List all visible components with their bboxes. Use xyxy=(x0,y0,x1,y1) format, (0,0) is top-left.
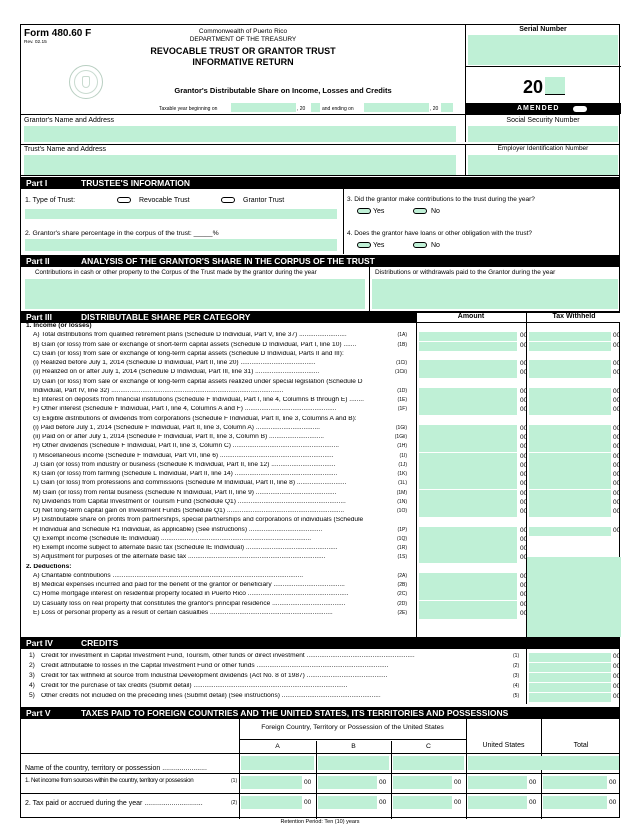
taxable-year-label: Taxable year beginning on xyxy=(159,106,218,112)
year-begin-month-field[interactable] xyxy=(231,103,296,112)
part4-line-code: (5) xyxy=(513,693,520,699)
part3-tax-withheld-cents: 00 xyxy=(613,508,621,515)
part4-line-number: 3) xyxy=(29,672,35,679)
q3-contributions: 3. Did the grantor make contributions to the trust during the year? xyxy=(347,196,535,203)
part3-line-text: B) Gain (or loss) from sale or exchange of short-term capital assets (Schedule D Individual, Part I, line 10) ....... xyxy=(33,341,357,348)
part3-line-text: (ii) Realized on or after July 1, 2014 (Schedule D Individual, Part III, line 31) ................................... xyxy=(33,369,320,376)
part3-line-code: (1H) xyxy=(397,443,407,450)
rule xyxy=(21,773,619,774)
serial-number-field[interactable] xyxy=(468,35,618,65)
part5-amount-field[interactable] xyxy=(393,776,452,789)
rule xyxy=(239,719,240,819)
part3-amount-field[interactable] xyxy=(419,591,517,600)
q3-yes-radio[interactable] xyxy=(357,208,371,214)
share-percentage-field[interactable] xyxy=(25,239,337,251)
net-income-label: 1. Net income from sources within the country, territory or possession xyxy=(25,777,194,784)
amended-label: AMENDED xyxy=(517,105,560,112)
rule xyxy=(21,175,619,176)
part3-line-code: (1Cii) xyxy=(395,369,407,376)
part3-amount-field[interactable] xyxy=(419,601,517,610)
amended-checkbox[interactable] xyxy=(573,106,587,112)
part3-line-text: F) Other interest (Schedule F Individual, Part I, line 4, Columns A and F) .................................................. xyxy=(33,406,337,413)
contributions-field[interactable] xyxy=(25,279,365,309)
rule xyxy=(21,114,619,115)
q3-no-radio[interactable] xyxy=(413,208,427,214)
q4-no-label: No xyxy=(431,242,440,249)
part4-title: CREDITS xyxy=(81,638,119,648)
q3-yes-label: Yes xyxy=(373,208,385,215)
rule xyxy=(416,311,417,637)
part5-title: TAXES PAID TO FOREIGN COUNTRIES AND THE UNITED STATES, ITS TERRITORIES AND POSSESSIONS xyxy=(81,708,509,718)
part3-line-text: K) Gain (or loss) from farming (Schedule L Individual, Part II, line 14) ........................................................ xyxy=(33,471,338,477)
part3-amount-cents: 00 xyxy=(520,526,528,534)
part3-tax-withheld-cents: 00 xyxy=(613,434,621,441)
part3-tax-withheld-cents: 00 xyxy=(613,498,621,506)
ein-field[interactable] xyxy=(468,155,618,175)
part3-line-text: N) Dividends from Capital Investment or Tourism Fund (Schedule Q1) ........................................................... xyxy=(33,498,346,505)
part2-label: Part II xyxy=(26,256,50,266)
part3-tax-withheld-cents: 00 xyxy=(613,332,621,340)
revision: Rev. 02.15 xyxy=(24,40,47,45)
part3-amount-field[interactable] xyxy=(419,480,517,489)
part3-line-code: (1A) xyxy=(397,332,407,339)
part5-amount-cents: 00 xyxy=(379,799,387,806)
part5-amount-field[interactable] xyxy=(393,796,452,809)
part3-tax-withheld-field[interactable] xyxy=(529,332,611,341)
rule xyxy=(343,189,344,254)
part5-amount-cents: 00 xyxy=(454,799,462,806)
part5-header xyxy=(21,707,619,719)
q4-loans: 4. Does the grantor have loans or other obligation with the trust? xyxy=(347,230,532,237)
part3-line-code: (1R) xyxy=(397,545,407,551)
part3-tax-withheld-cents: 00 xyxy=(613,360,621,367)
part3-label: Part III xyxy=(26,312,52,322)
part3-line-text: S) Adjustment for purposes of the alternate basic tax ........................................................................... xyxy=(33,554,326,561)
part3-line-text: (i) Realized before July 1, 2014 (Schedule D Individual, Part II, line 20) ......................................... xyxy=(33,360,316,366)
part3-line-text: Q) Exempt income (Schedule IE Individual) .................................................................................. xyxy=(33,535,312,542)
q4-yes-label: Yes xyxy=(373,242,385,249)
ein-label: Employer Identification Number xyxy=(497,145,589,152)
part1-label: Part I xyxy=(26,178,48,188)
part5-amount-cents: 00 xyxy=(304,799,312,806)
row2-code: (2) xyxy=(231,800,238,806)
year-suffix-field[interactable] xyxy=(545,77,565,95)
part3-line-text: Individual, Part IV, line 32) .............................................................................................. xyxy=(33,387,284,394)
part3-amount-cents: 00 xyxy=(520,508,528,515)
part3-line-text: I) Miscellaneous income (Schedule F Individual, Part VII, line 6) .............................................................. xyxy=(33,452,334,459)
part3-tax-withheld-field[interactable] xyxy=(529,360,611,369)
part4-line-code: (1) xyxy=(513,653,520,659)
tax-withheld-shaded xyxy=(527,557,621,637)
and-ending-label: and ending on xyxy=(322,106,354,112)
part3-amount-field[interactable] xyxy=(419,527,517,536)
part3-amount-field[interactable] xyxy=(419,406,517,415)
part3-line-text: L) Gain (or loss) from professions and commissions (Schedule M Individual, Part II, line 8) ........................... xyxy=(33,480,347,487)
part3-amount-cents: 00 xyxy=(520,397,528,404)
part3-line-code: (1Ci) xyxy=(396,360,407,366)
part3-amount-field[interactable] xyxy=(419,369,517,378)
part3-amount-cents: 00 xyxy=(520,591,528,599)
part3-amount-field[interactable] xyxy=(419,554,517,563)
part5-amount-cents: 00 xyxy=(609,779,617,786)
tax-withheld-header: Tax Withheld xyxy=(527,313,621,322)
header-divider xyxy=(465,25,466,115)
part3-tax-withheld-field[interactable] xyxy=(529,462,611,471)
country-name-label: Name of the country, territory or possession ....................... xyxy=(25,765,207,772)
part3-line-code: (1Q) xyxy=(397,535,407,542)
total-header: Total xyxy=(573,742,589,749)
part3-line-text: C) Gain (or loss) from sale or exchange of long-term capital assets (Schedule D Individual, Parts II and III): xyxy=(33,350,344,357)
part3-amount-cents: 00 xyxy=(520,572,528,580)
amended-bar xyxy=(465,103,621,114)
part3-amount-field[interactable] xyxy=(419,508,517,517)
part3-amount-cents: 00 xyxy=(520,369,528,377)
comma-20-1: , 20 xyxy=(297,106,306,112)
part3-line-text: A) Total distributions from qualified retirement plans (Schedule D Individual, Part V, line 37) .......................... xyxy=(33,332,347,339)
part3-amount-field[interactable] xyxy=(419,397,517,406)
part3-amount-cents: 00 xyxy=(520,452,528,460)
part5-amount-cents: 00 xyxy=(609,799,617,806)
part1-title: TRUSTEE'S INFORMATION xyxy=(81,178,191,188)
part3-line-code: (1E) xyxy=(397,397,407,403)
part3-line-code: (1B) xyxy=(397,341,407,348)
part4-amount-field[interactable] xyxy=(529,693,611,702)
country-c-field[interactable] xyxy=(393,756,464,770)
part3-amount-cents: 00 xyxy=(520,424,528,432)
foreign-header: Foreign Country, Territory or Possession of the United States xyxy=(261,724,444,731)
amount-header: Amount xyxy=(416,313,526,322)
part5-amount-field[interactable] xyxy=(543,776,607,789)
part3-line-code: (1N) xyxy=(397,498,407,505)
department: DEPARTMENT OF THE TREASURY xyxy=(189,36,297,43)
part4-line-code: (4) xyxy=(513,683,520,689)
part3-line-text: B) Medical expenses incurred and paid for the benefit of the grantor or beneficiary ....................................... xyxy=(33,582,345,588)
part3-line-text: (i) Paid before July 1, 2014 (Schedule F Individual, Part II, line 3, Column A) ................................... xyxy=(33,424,320,431)
part3-amount-cents: 00 xyxy=(520,406,528,414)
part4-line-text: Credit for investment in Capital Investment Fund, Tourism, other funds or direct investment ........................................................... xyxy=(41,653,415,659)
commonwealth: Commonwealth of Puerto Rico xyxy=(198,28,288,35)
part4-amount-field[interactable] xyxy=(529,673,611,682)
part3-amount-field[interactable] xyxy=(419,582,517,591)
part3-line-text: R) Exempt income subject to alternate basic tax (Schedule IE Individual) .................................................. xyxy=(33,545,338,551)
part4-line-text: Credit attributable to losses in the Capital Investment Fund or other funds ........................................................................ xyxy=(41,663,389,669)
year-begin-year-field[interactable] xyxy=(311,103,320,112)
part3-tax-withheld-field[interactable] xyxy=(529,490,611,499)
part2-header xyxy=(21,255,619,267)
rule xyxy=(526,649,527,704)
part3-line-text: R Individual and Schedule R1 Individual, as applicable) (See instructions) ........................................ xyxy=(33,526,323,533)
part3-tax-withheld-field[interactable] xyxy=(529,508,611,517)
part3-amount-field[interactable] xyxy=(419,462,517,471)
part3-tax-withheld-field[interactable] xyxy=(529,443,611,452)
part4-line-text: Other credits not included on the preceding lines (Submit detail) (See instructions) ...................................................... xyxy=(41,693,381,699)
part3-tax-withheld-field[interactable] xyxy=(529,425,611,434)
part5-amount-cents: 00 xyxy=(529,799,537,806)
part3-line-text: (ii) Paid on or after July 1, 2014 (Schedule F Individual, Part II, line 3, Column B) .............................. xyxy=(33,434,324,440)
revocable-trust-radio[interactable] xyxy=(117,197,131,203)
part3-amount-cents: 00 xyxy=(520,498,528,506)
grantor-name-field[interactable] xyxy=(24,126,456,142)
form-page xyxy=(20,24,620,818)
part3-line-text: 1. Income (or losses) xyxy=(26,323,92,329)
distributions-field[interactable] xyxy=(372,279,618,309)
part4-amount-cents: 00 xyxy=(613,693,621,700)
form-number: Form 480.60 F xyxy=(24,28,92,39)
grantor-trust-label: Grantor Trust xyxy=(243,197,285,204)
part3-line-code: (2B) xyxy=(397,582,407,588)
part3-amount-cents: 00 xyxy=(520,471,528,478)
part3-line-text: D) Casualty loss on real property that constitutes the grantor's principal residence ........................................ xyxy=(33,600,346,607)
part4-line-code: (2) xyxy=(513,663,520,669)
part5-amount-field[interactable] xyxy=(468,776,527,789)
part3-line-text: D) Gain (or loss) from sale or exchange of long-term capital assets realized under special legislation (Schedule D xyxy=(33,378,363,385)
ssn-label: Social Security Number xyxy=(506,117,580,124)
q4-yes-radio[interactable] xyxy=(357,242,371,248)
part3-amount-cents: 00 xyxy=(520,434,528,441)
part3-line-text: J) Gain (or loss) from industry or business (Schedule K Individual, Part II, line 12) ................................... xyxy=(33,461,336,468)
part3-tax-withheld-field[interactable] xyxy=(529,471,611,480)
form-title-2: INFORMATIVE RETURN xyxy=(192,57,294,67)
part3-tax-withheld-field[interactable] xyxy=(529,369,611,378)
part3-amount-field[interactable] xyxy=(419,490,517,499)
part3-amount-field[interactable] xyxy=(419,610,517,619)
part3-amount-field[interactable] xyxy=(419,434,517,443)
year-end-month-field[interactable] xyxy=(364,103,429,112)
part3-amount-cents: 00 xyxy=(520,387,528,395)
part3-tax-withheld-field[interactable] xyxy=(529,342,611,351)
part5-amount-field[interactable] xyxy=(468,796,527,809)
part3-line-code: (1O) xyxy=(397,508,407,514)
part5-amount-field[interactable] xyxy=(543,796,607,809)
part3-tax-withheld-cents: 00 xyxy=(613,443,621,451)
col-a-header: A xyxy=(275,743,280,750)
part3-amount-field[interactable] xyxy=(419,332,517,341)
part3-line-code: (1F) xyxy=(397,406,407,413)
part3-line-text: O) Net long-term capital gain on Investment Funds (Schedule Q1) ................................................................ xyxy=(33,508,345,514)
part3-amount-field[interactable] xyxy=(419,573,517,582)
part4-line-text: Credit for the purchase of tax credits (Submit detail) .................................................................................... xyxy=(41,683,348,689)
part5-amount-cents: 00 xyxy=(304,779,312,786)
us-header: United States xyxy=(482,742,525,749)
part3-line-text: M) Gain (or loss) from rental business (Schedule N Individual, Part II, line 9) ............................................ xyxy=(33,489,337,496)
part5-amount-cents: 00 xyxy=(454,779,462,786)
part3-tax-withheld-cents: 00 xyxy=(613,480,621,488)
part3-line-text: H) Other dividends (Schedule F Individual, Part II, line 3, Column C) .......................................................... xyxy=(33,443,339,450)
year-prefix: 20 xyxy=(523,77,544,97)
revocable-trust-label: Revocable Trust xyxy=(139,197,190,204)
comma-20-2: , 20 xyxy=(430,106,439,112)
treasury-seal-icon xyxy=(69,65,103,99)
tax-paid-label: 2. Tax paid or accrued during the year .............................. xyxy=(25,800,203,807)
part3-line-code: (1D) xyxy=(397,387,407,394)
part3-tax-withheld-field[interactable] xyxy=(529,397,611,406)
part3-tax-withheld-field[interactable] xyxy=(529,434,611,443)
part5-amount-field[interactable] xyxy=(241,796,302,809)
part3-tax-withheld-field[interactable] xyxy=(529,480,611,489)
part3-tax-withheld-cents: 00 xyxy=(613,341,621,349)
part3-amount-field[interactable] xyxy=(419,425,517,434)
rule xyxy=(466,719,467,819)
part3-line-code: (1Gi) xyxy=(395,424,407,431)
part3-line-code: (2E) xyxy=(397,609,407,616)
part3-tax-withheld-field[interactable] xyxy=(529,388,611,397)
part3-tax-withheld-cents: 00 xyxy=(613,369,621,377)
grantor-trust-radio[interactable] xyxy=(221,197,235,203)
part2-title: ANALYSIS OF THE GRANTOR'S SHARE IN THE CORPUS OF THE TRUST xyxy=(81,256,375,266)
part4-amount-cents: 00 xyxy=(613,673,621,680)
part3-amount-cents: 00 xyxy=(520,582,528,589)
part4-amount-cents: 00 xyxy=(613,663,621,670)
form-title: REVOCABLE TRUST OR GRANTOR TRUST xyxy=(150,46,336,56)
part3-line-code: (1P) xyxy=(397,526,407,533)
part3-line-code: (2A) xyxy=(397,572,407,579)
part3-line-code: (1L) xyxy=(398,480,407,487)
part3-amount-cents: 00 xyxy=(520,489,528,497)
part3-line-code: (1S) xyxy=(397,554,407,561)
part3-line-code: (1Gii) xyxy=(394,434,407,440)
part4-amount-cents: 00 xyxy=(613,683,621,690)
serial-number-label: Serial Number xyxy=(519,26,567,33)
part3-amount-field[interactable] xyxy=(419,360,517,369)
part3-tax-withheld-field[interactable] xyxy=(529,453,611,462)
part4-line-number: 4) xyxy=(29,682,35,689)
q1-type-of-trust: 1. Type of Trust: xyxy=(25,197,76,204)
part3-line-code: (2C) xyxy=(397,591,407,598)
part3-line-text: P) Distributable share on profits from partnerships, special partnerships and corporations of individuals (Schedule xyxy=(33,517,364,524)
part3-amount-field[interactable] xyxy=(419,545,517,554)
grantor-name-label: Grantor's Name and Address xyxy=(24,117,115,124)
part5-amount-field[interactable] xyxy=(241,776,302,789)
part4-header xyxy=(21,637,619,649)
part3-line-text: G) Eligible distributions of dividends from corporations (Schedule F Individual, Part II, line 3, Columns A and B): xyxy=(33,415,357,422)
part4-line-text: Credit for tax withheld at source from Industrial Development dividends (Act No. 8 of 1987) ............................................ xyxy=(41,673,388,679)
part3-amount-cents: 00 xyxy=(520,461,528,469)
distributions-label: Distributions or withdrawals paid to the Grantor during the year xyxy=(375,269,556,276)
part3-amount-cents: 00 xyxy=(520,545,528,552)
year-end-year-field[interactable] xyxy=(441,103,453,112)
part3-tax-withheld-cents: 00 xyxy=(613,489,621,497)
part1-header xyxy=(21,177,619,189)
col-b-header: B xyxy=(351,743,356,750)
part3-amount-field[interactable] xyxy=(419,388,517,397)
part3-tax-withheld-cents: 00 xyxy=(613,424,621,432)
part3-title: DISTRIBUTABLE SHARE PER CATEGORY xyxy=(81,312,251,322)
form-subtitle: Grantor's Distributable Share on Income, Losses and Credits xyxy=(174,86,392,95)
part4-label: Part IV xyxy=(26,638,53,648)
part3-amount-field[interactable] xyxy=(419,499,517,508)
part4-amount-field[interactable] xyxy=(529,663,611,672)
part3-amount-field[interactable] xyxy=(419,453,517,462)
part3-line-text: C) Home mortgage interest on residential property located in Puerto Rico ....................................................... xyxy=(33,591,349,598)
part4-line-code: (3) xyxy=(513,673,520,679)
part5-amount-cents: 00 xyxy=(379,779,387,786)
part3-line-text: A) Charitable contributions ........................................................................................................ xyxy=(33,572,304,579)
part3-amount-cents: 00 xyxy=(520,443,528,451)
part3-tax-withheld-field[interactable] xyxy=(529,406,611,415)
part3-line-code: (1M) xyxy=(396,489,407,496)
part4-amount-field[interactable] xyxy=(529,653,611,662)
part3-tax-withheld-cents: 00 xyxy=(613,387,621,395)
part3-tax-withheld-field[interactable] xyxy=(529,527,611,536)
part5-amount-field[interactable] xyxy=(318,776,377,789)
part3-amount-field[interactable] xyxy=(419,443,517,452)
part3-tax-withheld-cents: 00 xyxy=(613,526,621,534)
row1-code: (1) xyxy=(231,778,238,784)
retention-period: Retention Period: Ten (10) years xyxy=(280,819,360,825)
part3-line-code: (2D) xyxy=(397,600,407,607)
part3-amount-cents: 00 xyxy=(520,600,528,608)
part3-amount-field[interactable] xyxy=(419,471,517,480)
part3-amount-cents: 00 xyxy=(520,535,528,543)
part3-line-text: E) Interest on deposits from financial institutions (Schedule F Individual, Part I, line 4, Columns B through E) ........ xyxy=(33,397,364,403)
part4-amount-field[interactable] xyxy=(529,683,611,692)
part3-line-code: (1K) xyxy=(397,471,407,477)
part3-tax-withheld-cents: 00 xyxy=(613,397,621,404)
rule xyxy=(21,753,619,754)
rule xyxy=(369,267,370,311)
part3-line-code: (1I) xyxy=(399,452,407,459)
trust-name-label: Trust's Name and Address xyxy=(24,146,107,153)
part4-line-number: 2) xyxy=(29,662,35,669)
part4-line-number: 1) xyxy=(29,652,35,659)
q3-no-label: No xyxy=(431,208,440,215)
part3-amount-field[interactable] xyxy=(419,342,517,351)
part5-amount-field[interactable] xyxy=(318,796,377,809)
part5-amount-cents: 00 xyxy=(529,779,537,786)
serial-divider xyxy=(465,66,621,67)
part3-amount-field[interactable] xyxy=(419,536,517,545)
part3-line-text: E) Loss of personal property as a result of certain casualties ................................................................... xyxy=(33,609,333,616)
country-a-field[interactable] xyxy=(241,756,314,770)
part3-amount-cents: 00 xyxy=(520,332,528,340)
part3-tax-withheld-cents: 00 xyxy=(613,461,621,469)
contributions-label: Contributions in cash or other property to the Corpus of the Trust made by the grantor during the year xyxy=(35,269,317,276)
part3-tax-withheld-cents: 00 xyxy=(613,452,621,460)
part4-amount-cents: 00 xyxy=(613,653,621,660)
q4-no-radio[interactable] xyxy=(413,242,427,248)
part3-amount-cents: 00 xyxy=(520,480,528,488)
part4-line-number: 5) xyxy=(29,692,35,699)
part3-line-code: (1J) xyxy=(398,461,407,468)
part3-tax-withheld-cents: 00 xyxy=(613,406,621,414)
part3-line-text: 2. Deductions: xyxy=(26,563,72,570)
rule xyxy=(21,793,619,794)
col-c-header: C xyxy=(426,743,431,750)
part3-amount-cents: 00 xyxy=(520,554,528,562)
country-b-field[interactable] xyxy=(318,756,389,770)
part3-tax-withheld-cents: 00 xyxy=(613,471,621,478)
part3-amount-cents: 00 xyxy=(520,609,528,617)
ssn-field[interactable] xyxy=(468,126,618,142)
part5-label: Part V xyxy=(26,708,51,718)
rule xyxy=(239,739,466,740)
part3-tax-withheld-field[interactable] xyxy=(529,499,611,508)
trust-name-field[interactable] xyxy=(24,155,456,175)
q2-share-percentage: 2. Grantor's share percentage in the corpus of the trust: _____% xyxy=(25,230,219,237)
part3-amount-cents: 00 xyxy=(520,341,528,349)
part3-amount-cents: 00 xyxy=(520,360,528,367)
country-shaded xyxy=(468,756,619,770)
q1-fill xyxy=(25,209,337,219)
